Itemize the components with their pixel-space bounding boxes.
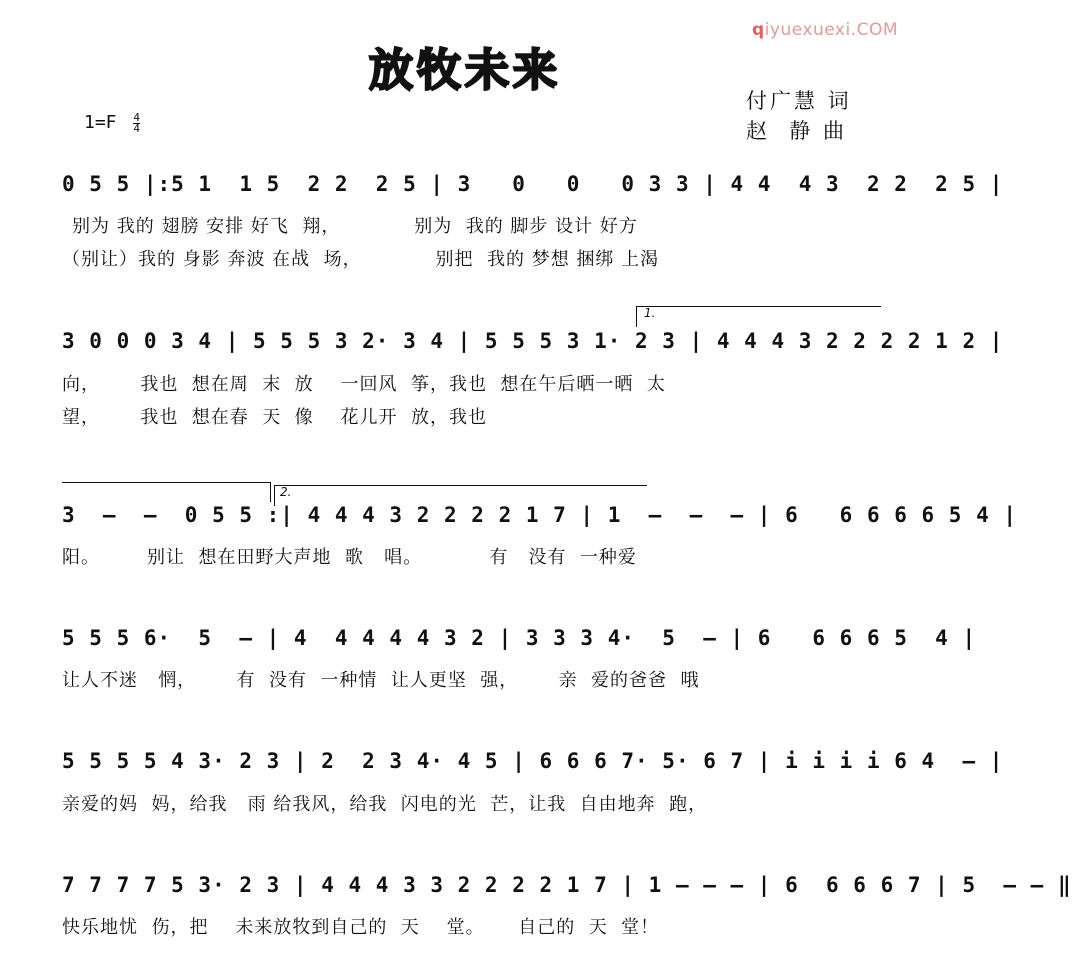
time-signature-bottom: 4 [133, 121, 140, 135]
volta-1-continuation [62, 482, 270, 483]
watermark-q: q [752, 20, 765, 40]
lyric-row-5: 亲爱的妈 妈，给我 雨 给我风，给我 闪电的光 芒，让我 自由地奔 跑， [62, 794, 708, 815]
volta-bracket-1 [636, 306, 881, 327]
lyric-row-3: 阳。 别让 想在田野大声地 歌 唱。 有 没有 一种爱 [62, 547, 637, 568]
key-label: 1=F [84, 112, 117, 133]
key-signature [84, 112, 140, 134]
notes-row-2: 3 0 0 0 3 4 | 5 5 5 3 2· 3 4 | 5 5 5 3 1· 2 3 | 4 4 4 3 2 2 2 2 1 2 | [62, 329, 1004, 353]
composer-credit: 赵 静 曲 [746, 119, 848, 143]
lyric-row-1-verse-2: （别让）我的 身影 奔波 在战 场， 别把 我的 梦想 捆绑 上渴 [62, 249, 660, 270]
watermark-rest: iyuexuexi.COM [764, 20, 898, 40]
song-title: 放牧未来 [369, 45, 561, 96]
notes-row-6: 7 7 7 7 5 3· 2 3 | 4 4 4 3 3 2 2 2 2 1 7 | 1 – – – | 6 6 6 6 7 | 5 – – ‖ [62, 873, 1072, 897]
notes-row-4: 5 5 5 6· 5 – | 4 4 4 4 4 3 2 | 3 3 3 4· 5 – | 6 6 6 6 5 4 | [62, 626, 977, 650]
time-signature [133, 110, 140, 135]
lyric-row-2-verse-2: 望， 我也 想在春 天 像 花儿开 放，我也 [62, 407, 487, 428]
volta-1-label: 1. [644, 306, 656, 320]
lyricist-credit: 付广慧 词 [746, 89, 852, 113]
lyric-row-2-verse-1: 向， 我也 想在周 末 放 一回风 筝，我也 想在午后晒一晒 太 [62, 374, 666, 395]
notes-row-5: 5 5 5 5 4 3· 2 3 | 2 2 3 4· 4 5 | 6 6 6 7· 5· 6 7 | i i i i 6 4 – | [62, 749, 1004, 773]
volta-1-end [270, 482, 271, 502]
credits [746, 86, 852, 146]
lyric-row-1-verse-1: 别为 我的 翅膀 安排 好飞 翔， 别为 我的 脚步 设计 好方 [72, 216, 638, 237]
lyric-row-6: 快乐地忧 伤，把 未来放牧到自己的 天 堂。 自己的 天 堂！ [62, 917, 660, 938]
lyric-row-4: 让人不迷 惘， 有 没有 一种情 让人更坚 强， 亲 爱的爸爸 哦 [62, 670, 700, 691]
notes-row-3: 3 – – 0 5 5 :| 4 4 4 3 2 2 2 2 1 7 | 1 – – – | 6 6 6 6 6 5 4 | [62, 503, 1018, 527]
time-signature-top: 4 [133, 110, 140, 124]
notes-row-1: 0 5 5 |:5 1 1 5 2 2 2 5 | 3 0 0 0 3 3 | 4 4 4 3 2 2 2 5 | [62, 172, 1004, 196]
volta-2-label: 2. [280, 485, 292, 499]
